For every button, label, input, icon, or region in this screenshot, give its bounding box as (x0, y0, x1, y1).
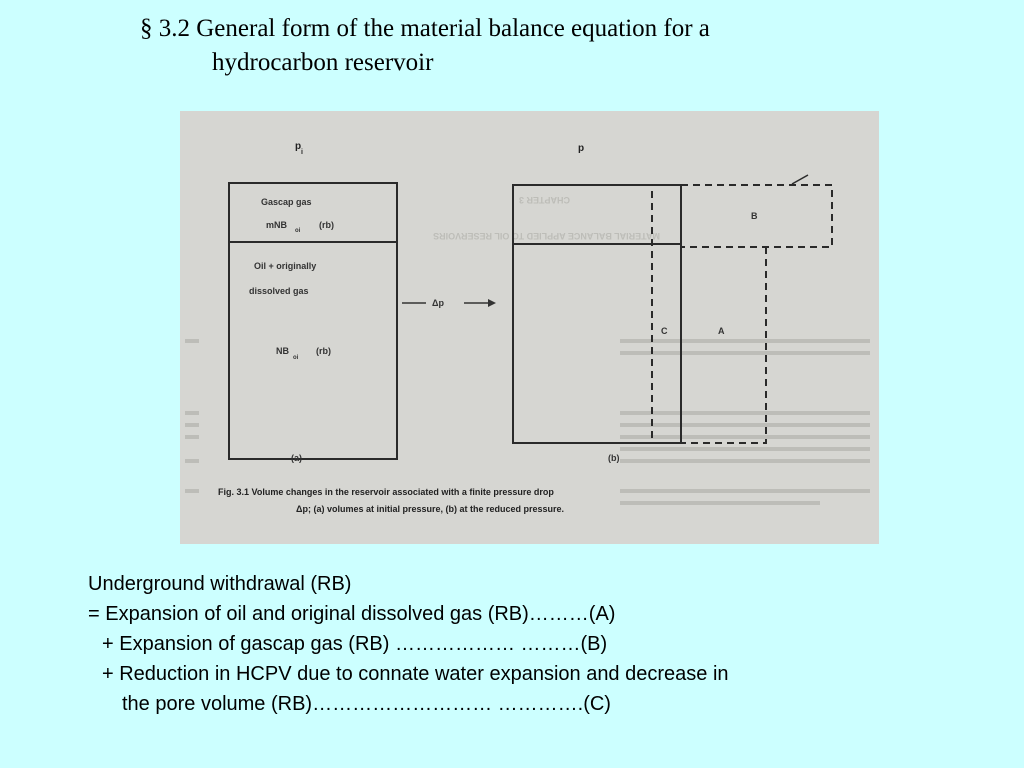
figure-3-1-scan (180, 111, 879, 544)
text-line-hcpv-reduction: + Reduction in HCPV due to connate water expansion and decrease in (102, 663, 729, 685)
oil-volume-unit: (rb) (316, 346, 331, 356)
figure-caption-line1: Fig. 3.1 Volume changes in the reservoir associated with a finite pressure drop (218, 487, 554, 497)
gascap-volume: mNB (266, 220, 288, 230)
region-b-label: B (751, 211, 758, 221)
text-line-withdrawal: Underground withdrawal (RB) (88, 573, 352, 595)
oil-label-line1: Oil + originally (254, 261, 317, 271)
text-line-gascap-expansion: + Expansion of gascap gas (RB) ……………… ………(B) (102, 633, 608, 655)
label-reduced-pressure: p (578, 143, 585, 154)
region-a-label: A (718, 326, 725, 336)
figure-diagram (180, 111, 879, 544)
label-a: (a) (291, 453, 302, 463)
svg-text:MATERIAL BALANCE APPLIED TO OI: MATERIAL BALANCE APPLIED TO OIL RESERVOIRS (433, 231, 660, 241)
figure-caption-line2: Δp; (a) volumes at initial pressure, (b) at the reduced pressure. (296, 504, 565, 514)
oil-volume-sub: oi (293, 355, 299, 361)
slide-title-line1: § 3.2 General form of the material balance equation for a (140, 15, 710, 42)
label-pi-sub: i (301, 149, 303, 156)
gascap-volume-sub: oi (295, 228, 301, 234)
label-pi: p (295, 141, 302, 152)
oil-label-line2: dissolved gas (249, 286, 309, 296)
region-c-label: C (661, 326, 668, 336)
text-line-pore-volume: the pore volume (RB)……………………… ………….(C) (122, 693, 611, 715)
box-b-reservoir (513, 175, 832, 443)
label-b: (b) (608, 453, 620, 463)
material-balance-text (88, 569, 988, 719)
gascap-volume-unit: (rb) (319, 220, 334, 230)
label-initial-pressure (295, 141, 303, 156)
pressure-drop-label: Δp (432, 298, 444, 308)
slide-title (140, 12, 900, 80)
pressure-drop-arrow (402, 299, 496, 307)
slide-title-line2: hydrocarbon reservoir (212, 49, 434, 76)
text-line-oil-expansion: = Expansion of oil and original dissolved gas (RB)………(A) (88, 603, 616, 625)
box-a-reservoir (229, 183, 397, 459)
oil-volume: NB (276, 346, 289, 356)
gascap-label: Gascap gas (261, 197, 312, 207)
svg-text:CHAPTER 3: CHAPTER 3 (518, 195, 570, 205)
